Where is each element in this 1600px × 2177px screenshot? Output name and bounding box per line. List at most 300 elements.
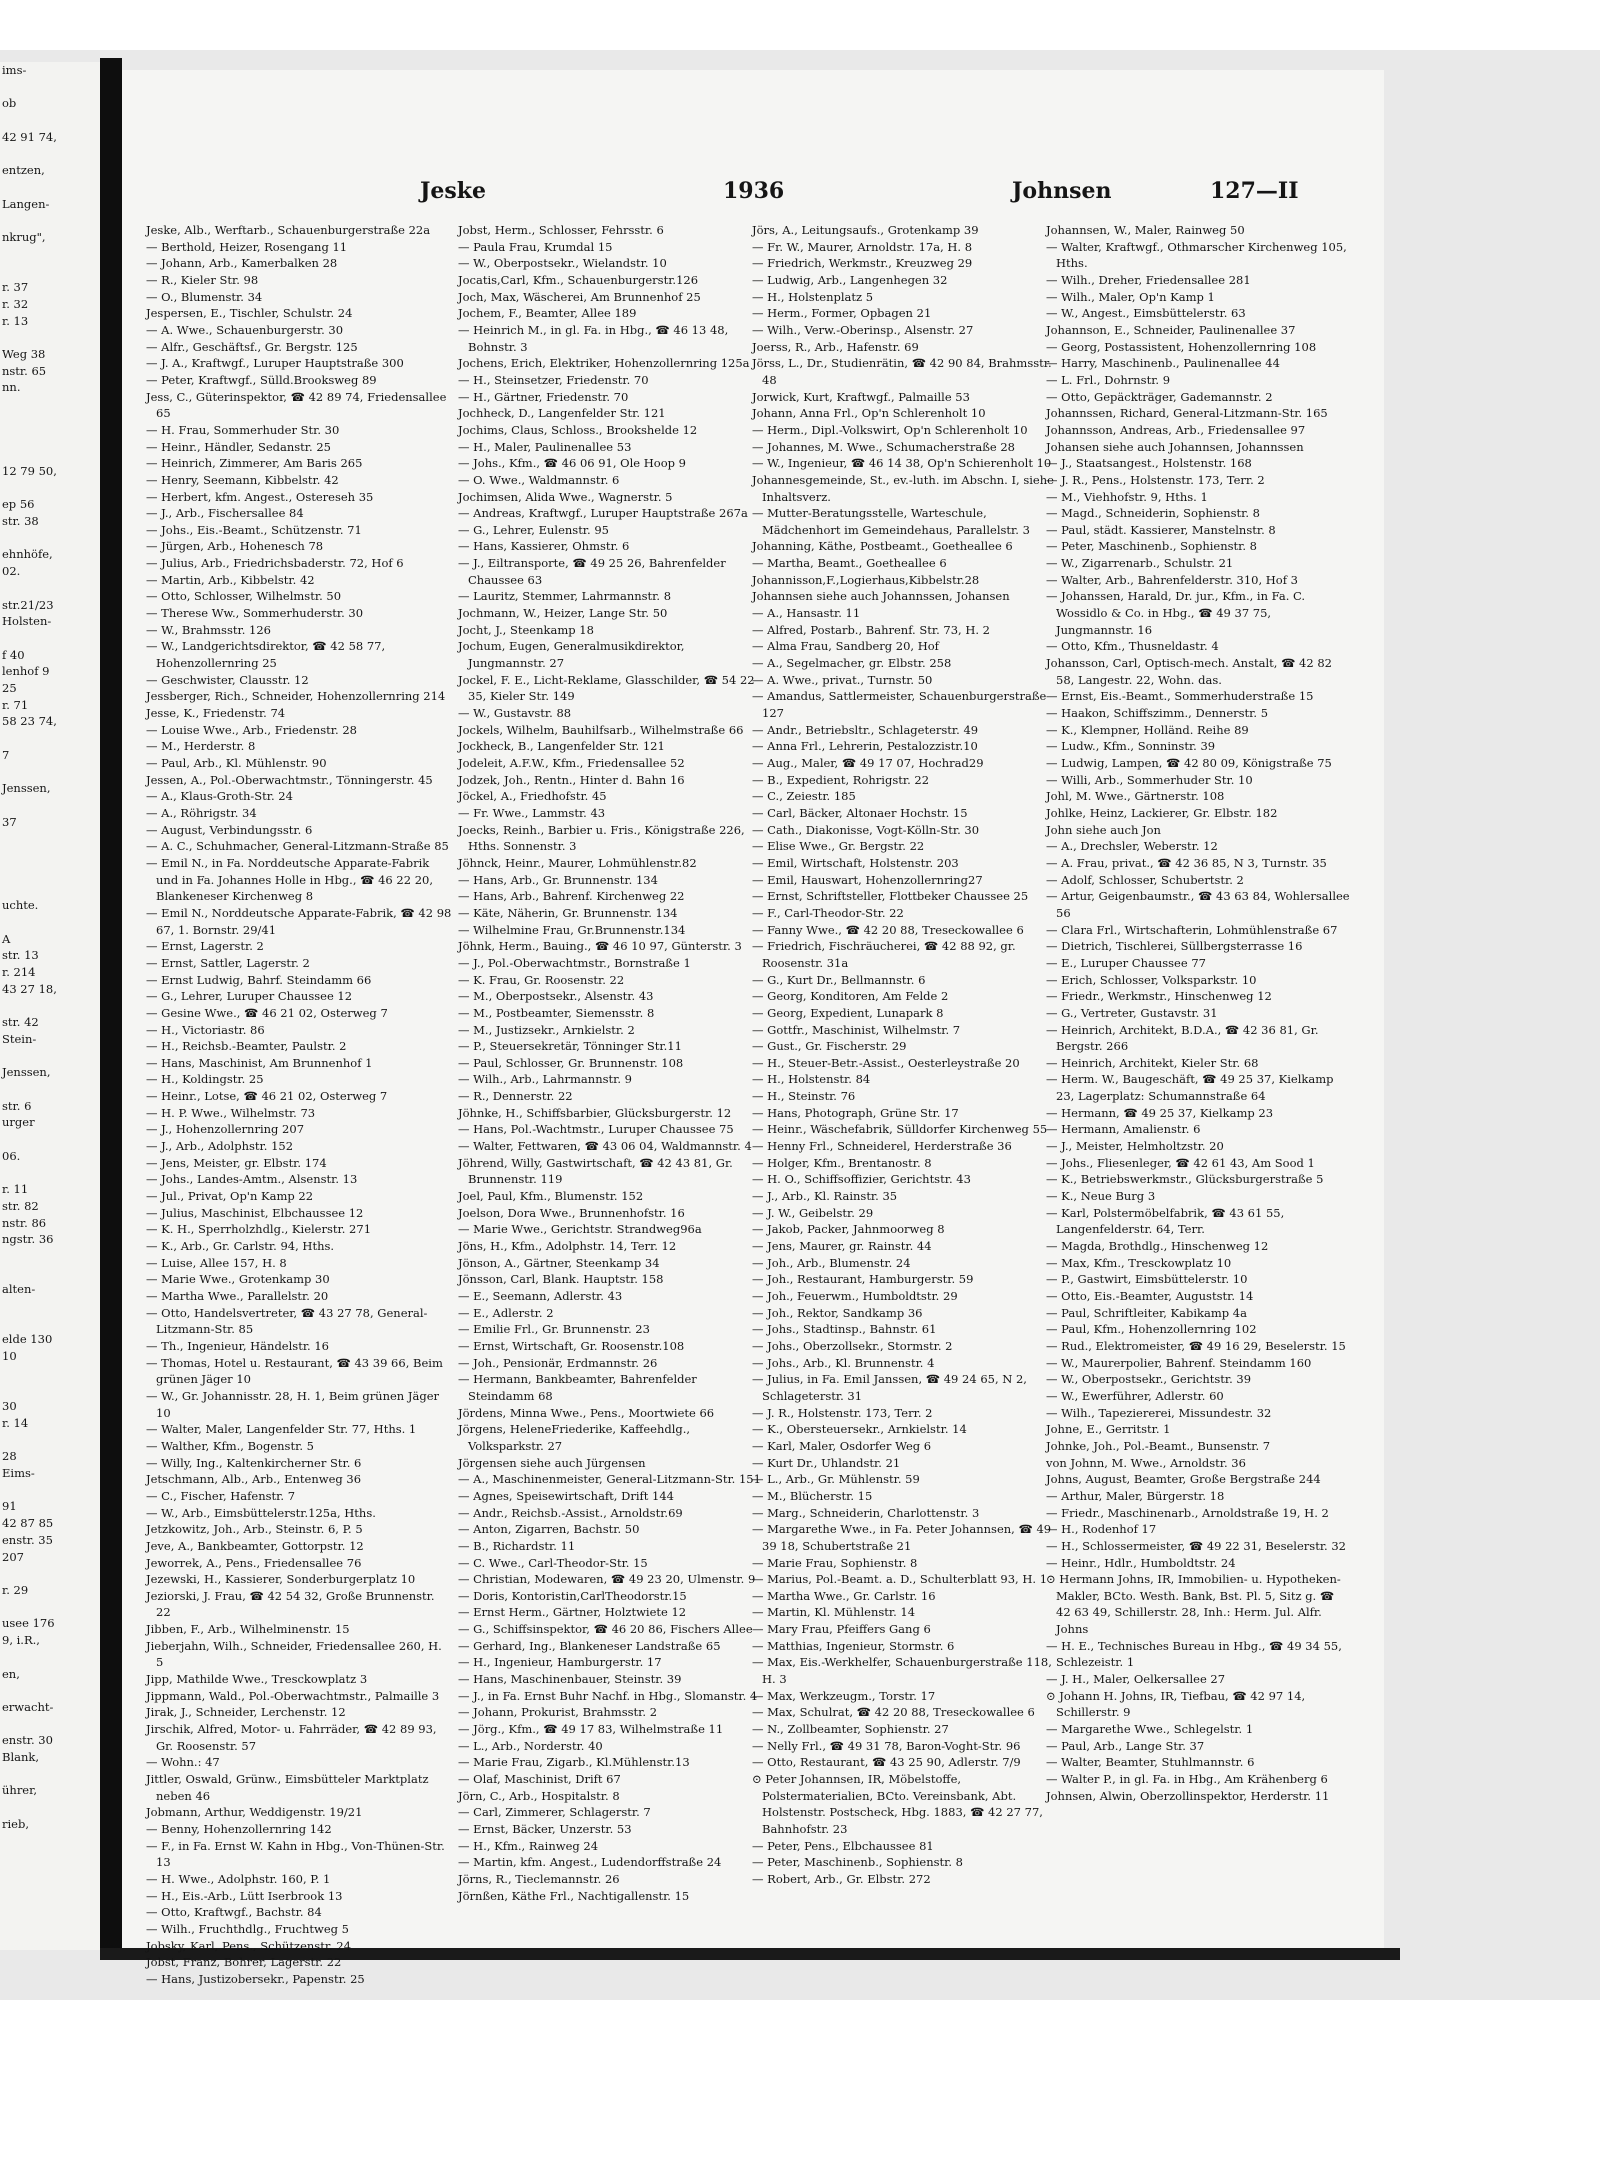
directory-entry: — Geschwister, Clausstr. 12 <box>146 672 309 687</box>
directory-entry: — O., Blumenstr. 34 <box>146 289 263 304</box>
margin-fragment: str. 38 <box>2 513 39 528</box>
margin-fragment <box>0 1047 100 1064</box>
directory-entry: — M., Justizsekr., Arnkielstr. 2 <box>458 1022 635 1037</box>
margin-fragment <box>0 79 100 96</box>
directory-entry: — Dietrich, Tischlerei, Süllbergsterrasse 16 <box>1046 939 1303 954</box>
margin-fragment: rieb, <box>2 1816 29 1831</box>
margin-fragment: str. 6 <box>2 1098 32 1113</box>
directory-entry: — J., Arb., Kl. Rainstr. 35 <box>752 1189 898 1204</box>
directory-entry: — A., Hansastr. 11 <box>752 606 861 621</box>
directory-entry: — Otto, Kraftwgf., Bachstr. 84 <box>146 1905 322 1920</box>
directory-entry: Jobsky, Karl, Pens., Schützenstr. 24 <box>146 1938 352 1953</box>
directory-entry: — G., Lehrer, Luruper Chaussee 12 <box>146 989 353 1004</box>
directory-entry: — Joh., Pensionär, Erdmannstr. 26 <box>458 1355 658 1370</box>
directory-entry: — Joh., Arb., Blumenstr. 24 <box>752 1255 911 1270</box>
directory-entry: — Johs., Landes-Amtm., Alsenstr. 13 <box>146 1172 358 1187</box>
margin-fragment <box>0 179 100 196</box>
directory-entry: — Andr., Betriebsltr., Schlageterstr. 49 <box>752 722 979 737</box>
directory-entry: Jobst, Franz, Bohrer, Lagerstr. 22 <box>146 1955 342 1970</box>
margin-fragment <box>0 730 100 747</box>
directory-entry: — Hermann, Bankbeamter, Bahrenfelder Steindamm 68 <box>458 1372 697 1403</box>
directory-entry: — W., Maurerpolier, Bahrenf. Steindamm 160 <box>1046 1355 1312 1370</box>
directory-entry: — Henny Frl., Schneiderel, Herderstraße 36 <box>752 1139 1012 1154</box>
margin-fragment: 7 <box>2 747 10 762</box>
directory-entry: — Heinr., Händler, Sedanstr. 25 <box>146 439 331 454</box>
directory-entry: — Karl, Polstermöbelfabrik, ☎ 43 61 55, Langenfelderstr. 64, Terr. <box>1046 1205 1285 1237</box>
directory-entry: — L. Frl., Dohrnstr. 9 <box>1046 372 1171 387</box>
margin-fragment: 43 27 18, <box>2 981 57 996</box>
directory-entry: Johanning, Käthe, Postbeamt., Goetheallee 6 <box>752 539 1013 554</box>
directory-entry: — August, Verbindungsstr. 6 <box>146 822 313 837</box>
directory-entry: Johannisson,F.,Logierhaus,Kibbelstr.28 <box>752 572 980 587</box>
directory-entry: — Paula Frau, Krumdal 15 <box>458 239 613 254</box>
directory-entry: — Margarethe Wwe., Schlegelstr. 1 <box>1046 1722 1254 1737</box>
directory-entry: Johannsson, Andreas, Arb., Friedensallee 97 <box>1046 422 1306 437</box>
directory-entry: Jezewski, H., Kassierer, Sonderburgerplatz 10 <box>146 1572 416 1587</box>
directory-entry: — J., Arb., Adolphstr. 152 <box>146 1139 294 1154</box>
directory-entry: — Ernst Ludwig, Bahrf. Steindamm 66 <box>146 972 372 987</box>
directory-entry: — J. R., Holstenstr. 173, Terr. 2 <box>752 1405 933 1420</box>
margin-fragment: 30 <box>2 1399 17 1414</box>
directory-entry: — Martha Wwe., Gr. Carlstr. 16 <box>752 1588 936 1603</box>
directory-entry: Jirak, J., Schneider, Lerchenstr. 12 <box>146 1705 346 1720</box>
directory-entry: — L., Arb., Norderstr. 40 <box>458 1738 603 1753</box>
margin-fragment <box>0 1565 100 1582</box>
directory-entry: — Paul, Schriftleiter, Kabikamp 4a <box>1046 1305 1247 1320</box>
directory-entry: — Walter, Beamter, Stuhlmannstr. 6 <box>1046 1755 1255 1770</box>
directory-entry: — Johs., Arb., Kl. Brunnenstr. 4 <box>752 1355 935 1370</box>
directory-entry: — Walter, Fettwaren, ☎ 43 06 04, Waldmannstr. 4 <box>458 1139 752 1154</box>
directory-entry: — Herm. W., Baugeschäft, ☎ 49 25 37, Kielkamp 23, Lagerplatz: Schumannstraße 64 <box>1046 1072 1334 1104</box>
margin-fragment <box>0 530 100 547</box>
directory-entry: Joch, Max, Wäscherei, Am Brunnenhof 25 <box>458 289 701 304</box>
margin-fragment <box>0 630 100 647</box>
directory-entry: Jöhnk, Herm., Bauing., ☎ 46 10 97, Günterstr. 3 <box>458 939 742 954</box>
directory-entry: — Marg., Schneiderin, Charlottenstr. 3 <box>752 1505 980 1520</box>
directory-entry: — Benny, Hohenzollernring 142 <box>146 1822 332 1836</box>
directory-entry: — Olaf, Maschinist, Drift 67 <box>458 1772 621 1787</box>
directory-entry: Johannesgemeinde, St., ev.-luth. im Abschn. I, siehe Inhaltsverz. <box>752 472 1054 504</box>
margin-fragment: str. 42 <box>2 1015 39 1030</box>
margin-fragment: 25 <box>2 681 17 696</box>
margin-fragment: nstr. 86 <box>2 1215 47 1230</box>
directory-column-3 <box>752 222 1058 1942</box>
margin-fragment: Jenssen, <box>2 781 51 796</box>
directory-entry: — Wilhelmine Frau, Gr.Brunnenstr.134 <box>458 922 686 937</box>
directory-column-2 <box>458 222 764 1942</box>
directory-entry: Jocatis,Carl, Kfm., Schauenburgerstr.126 <box>458 272 699 287</box>
directory-entry: Jobmann, Arthur, Weddigenstr. 19/21 <box>146 1805 363 1820</box>
directory-entry: — Aug., Maler, ☎ 49 17 07, Hochrad29 <box>752 756 984 770</box>
directory-entry: — J., Hohenzollernring 207 <box>146 1122 305 1137</box>
directory-entry: — Friedrich, Fischräucherei, ☎ 42 88 92, gr. Roosenstr. 31a <box>752 939 1016 970</box>
directory-entry: — Cath., Diakonisse, Vogt-Kölln-Str. 30 <box>752 822 980 837</box>
directory-entry: Jessen, A., Pol.-Oberwachtmstr., Tönningerstr. 45 <box>146 772 433 787</box>
margin-fragment: nn. <box>2 380 21 395</box>
directory-entry: — Magda, Brothdlg., Hinschenweg 12 <box>1046 1239 1269 1254</box>
binding-gutter <box>100 58 122 1958</box>
directory-entry: — Max, Werkzeugm., Torstr. 17 <box>752 1688 936 1703</box>
directory-entry: ⊙ Johann H. Johns, IR, Tiefbau, ☎ 42 97 14, Schillerstr. 9 <box>1046 1688 1306 1720</box>
directory-entry: Jeske, Alb., Werftarb., Schauenburgerstraße 22a <box>146 223 431 237</box>
margin-fragment: A <box>2 931 11 946</box>
directory-entry: — Ludw., Kfm., Sonninstr. 39 <box>1046 739 1216 754</box>
margin-fragment <box>0 1265 100 1282</box>
directory-entry: — Max, Kfm., Tresckowplatz 10 <box>1046 1255 1232 1270</box>
directory-entry: — P., Steuersekretär, Tönninger Str.11 <box>458 1039 682 1054</box>
margin-fragment: ims- <box>2 63 27 77</box>
directory-entry: — Willy, Ing., Kaltenkircherner Str. 6 <box>146 1455 362 1470</box>
directory-entry: — Otto, Handelsvertreter, ☎ 43 27 78, General-Litzmann-Str. 85 <box>146 1305 428 1337</box>
directory-entry: — Martha Wwe., Parallelstr. 20 <box>146 1289 329 1303</box>
directory-entry: — H., Gärtner, Friedenstr. 70 <box>458 389 629 404</box>
directory-entry: — W., Oberpostsekr., Wielandstr. 10 <box>458 256 667 271</box>
directory-entry: Johannssen, Richard, General-Litzmann-Str. 165 <box>1046 406 1328 421</box>
directory-entry: — P., Gastwirt, Eimsbüttelerstr. 10 <box>1046 1272 1248 1287</box>
directory-entry: — Adolf, Schlosser, Schubertstr. 2 <box>1046 872 1244 887</box>
directory-entry: — Jörg., Kfm., ☎ 49 17 83, Wilhelmstraße 11 <box>458 1722 724 1737</box>
directory-entry: — J. W., Geibelstr. 29 <box>752 1205 874 1220</box>
directory-entry: — Lauritz, Stemmer, Lahrmannstr. 8 <box>458 589 672 604</box>
directory-entry: — Herm., Dipl.-Volkswirt, Op'n Schlerenholt 10 <box>752 422 1028 437</box>
directory-entry: — Karl, Maler, Osdorfer Weg 6 <box>752 1438 932 1453</box>
directory-entry: — Otto, Eis.-Beamter, Auguststr. 14 <box>1046 1289 1254 1303</box>
directory-entry: Jönsson, Carl, Blank. Hauptstr. 158 <box>458 1272 664 1287</box>
margin-fragment <box>0 580 100 597</box>
directory-entry: — Georg, Postassistent, Hohenzollernring 108 <box>1046 339 1317 354</box>
directory-entry: — Emil N., in Fa. Norddeutsche Apparate-Fabrik und in Fa. Johannes Holle in Hbg., ☎ 46 22 20, Blankeneser Kirchenweg 8 <box>146 855 433 904</box>
directory-entry: — A. Frau, privat., ☎ 42 36 85, N 3, Turnstr. 35 <box>1046 855 1327 870</box>
directory-entry: Jittler, Oswald, Grünw., Eimsbütteler Marktplatz neben 46 <box>146 1772 429 1803</box>
directory-entry: Jorwick, Kurt, Kraftwgf., Palmaille 53 <box>752 389 970 404</box>
directory-entry: — Willi, Arb., Sommerhuder Str. 10 <box>1046 772 1253 787</box>
header-page-number: 127—II <box>1210 178 1299 204</box>
directory-entry: — Wilh., Maler, Op'n Kamp 1 <box>1046 289 1215 304</box>
margin-fragment: ep 56 <box>2 497 35 512</box>
directory-entry: — R., Kieler Str. 98 <box>146 272 259 287</box>
directory-entry: — Gerhard, Ing., Blankeneser Landstraße 65 <box>458 1638 721 1653</box>
margin-fragment: 12 79 50, <box>2 463 57 478</box>
directory-entry: — Th., Ingenieur, Händelstr. 16 <box>146 1338 329 1353</box>
directory-entry: — Jakob, Packer, Jahnmoorweg 8 <box>752 1222 945 1237</box>
directory-entry: — Berthold, Heizer, Rosengang 11 <box>146 239 348 254</box>
directory-entry: — Emilie Frl., Gr. Brunnenstr. 23 <box>458 1322 650 1337</box>
margin-fragment <box>0 446 100 463</box>
margin-fragment <box>0 864 100 881</box>
margin-fragment: uchte. <box>2 898 39 913</box>
margin-fragment: r. 214 <box>2 964 36 979</box>
directory-entry: — Hans, Kassierer, Ohmstr. 6 <box>458 539 630 554</box>
margin-fragment <box>0 112 100 129</box>
directory-entry: — Arthur, Maler, Bürgerstr. 18 <box>1046 1488 1225 1503</box>
directory-entry: Jördens, Minna Wwe., Pens., Moortwiete 66 <box>458 1405 715 1420</box>
directory-entry: Jöhnke, H., Schiffsbarbier, Glücksburgerstr. 12 <box>458 1105 732 1120</box>
directory-entry: — W., Ingenieur, ☎ 46 14 38, Op'n Schierenholt 10 <box>752 456 1052 471</box>
directory-entry: — H. P. Wwe., Wilhelmstr. 73 <box>146 1105 316 1120</box>
directory-entry: — H., Rodenhof 17 <box>1046 1522 1157 1537</box>
margin-fragment: nkrug", <box>2 230 46 245</box>
directory-entry: — M., Oberpostsekr., Alsenstr. 43 <box>458 989 654 1004</box>
directory-entry: — W., Gr. Johannisstr. 28, H. 1, Beim grünen Jäger 10 <box>146 1388 439 1420</box>
margin-fragment: 9, i.R., <box>2 1633 40 1648</box>
margin-fragment <box>0 1682 100 1699</box>
directory-entry: Jörgensen siehe auch Jürgensen <box>458 1455 646 1470</box>
margin-fragment: erwacht- <box>2 1699 54 1714</box>
directory-entry: — M., Viehhofstr. 9, Hths. 1 <box>1046 489 1208 504</box>
directory-entry: — Jens, Meister, gr. Elbstr. 174 <box>146 1155 327 1170</box>
directory-entry: — Walter, Maler, Langenfelder Str. 77, Hths. 1 <box>146 1422 417 1437</box>
directory-entry: — Alfred, Postarb., Bahrenf. Str. 73, H. 2 <box>752 622 990 637</box>
margin-fragment <box>0 1382 100 1399</box>
directory-entry: — C., Zeiestr. 185 <box>752 789 856 804</box>
directory-entry: Jöckel, A., Friedhofstr. 45 <box>458 789 607 804</box>
directory-entry: — H. E., Technisches Bureau in Hbg., ☎ 49 34 55, Schlezeistr. 1 <box>1046 1638 1342 1670</box>
directory-entry: — Robert, Arb., Gr. Elbstr. 272 <box>752 1871 931 1886</box>
directory-entry: — Max, Schulrat, ☎ 42 20 88, Treseckowallee 6 <box>752 1705 1035 1720</box>
margin-fragment <box>0 146 100 163</box>
directory-entry: — Emil N., Norddeutsche Apparate-Fabrik, ☎ 42 98 67, 1. Bornstr. 29/41 <box>146 905 452 937</box>
directory-entry: — Anton, Zigarren, Bachstr. 50 <box>458 1522 640 1537</box>
directory-entry: Johns, August, Beamter, Große Bergstraße 244 <box>1046 1472 1321 1487</box>
directory-entry: — A., Maschinenmeister, General-Litzmann-Str. 151 <box>458 1472 761 1487</box>
directory-entry: — W., Zigarrenarb., Schulstr. 21 <box>1046 556 1234 571</box>
margin-fragment <box>0 1599 100 1616</box>
directory-entry: — A. C., Schuhmacher, General-Litzmann-Straße 85 <box>146 839 449 854</box>
directory-entry: — Andreas, Kraftwgf., Luruper Hauptstraße 267a <box>458 506 748 521</box>
directory-entry: — H., Eis.-Arb., Lütt Iserbrook 13 <box>146 1888 343 1903</box>
directory-entry: Jönson, A., Gärtner, Steenkamp 34 <box>458 1255 660 1270</box>
margin-fragment: ngstr. 36 <box>2 1232 54 1247</box>
directory-entry: — Ludwig, Lampen, ☎ 42 80 09, Königstraße 75 <box>1046 756 1332 770</box>
margin-fragment: 02. <box>2 564 21 579</box>
directory-entry: — W., Landgerichtsdirektor, ☎ 42 58 77, Hohenzollernring 25 <box>146 639 386 671</box>
directory-entry: — W., Oberpostsekr., Gerichtstr. 39 <box>1046 1372 1252 1387</box>
directory-entry: — K., Obersteuersekr., Arnkielstr. 14 <box>752 1422 967 1437</box>
margin-fragment <box>0 1432 100 1449</box>
margin-fragment <box>0 212 100 229</box>
directory-entry: — Wilh., Arb., Lahrmannstr. 9 <box>458 1072 632 1087</box>
directory-entry: — Amandus, Sattlermeister, Schauenburgerstraße 127 <box>752 689 1047 721</box>
directory-entry: — Otto, Kfm., Thusneldastr. 4 <box>1046 639 1219 654</box>
directory-entry: — Otto, Gepäckträger, Gademannstr. 2 <box>1046 389 1273 404</box>
header-left-keyword: Jeske <box>420 178 487 204</box>
directory-entry: — Heinrich M., in gl. Fa. in Hbg., ☎ 46 13 48, Bohnstr. 3 <box>458 322 729 354</box>
margin-fragment: en, <box>2 1666 20 1681</box>
directory-entry: — Ludwig, Arb., Langenhegen 32 <box>752 272 948 287</box>
directory-entry: — A., Drechsler, Weberstr. 12 <box>1046 839 1218 854</box>
directory-entry: Jippmann, Wald., Pol.-Oberwachtmstr., Palmaille 3 <box>146 1688 440 1703</box>
directory-entry: Jess, C., Güterinspektor, ☎ 42 89 74, Friedensallee 65 <box>146 389 447 421</box>
directory-entry: — J., in Fa. Ernst Buhr Nachf. in Hbg., Slomanstr. 4 <box>458 1688 758 1703</box>
directory-entry: — Paul, Schlosser, Gr. Brunnenstr. 108 <box>458 1055 684 1070</box>
directory-entry: — Harry, Maschinenb., Paulinenallee 44 <box>1046 356 1280 371</box>
margin-fragment: Holsten- <box>2 614 52 629</box>
margin-fragment <box>0 847 100 864</box>
directory-entry: — Wohn.: 47 <box>146 1755 220 1770</box>
directory-entry: — Ernst Herm., Gärtner, Holztwiete 12 <box>458 1605 687 1620</box>
directory-entry: — H. Wwe., Adolphstr. 160, P. 1 <box>146 1871 331 1886</box>
margin-fragment: 207 <box>2 1549 24 1564</box>
margin-fragment <box>0 1315 100 1332</box>
directory-entry: — Hans, Maschinist, Am Brunnenhof 1 <box>146 1055 373 1070</box>
directory-entry: — Joh., Feuerwm., Humboldtstr. 29 <box>752 1289 958 1303</box>
directory-entry: — A., Segelmacher, gr. Elbstr. 258 <box>752 656 952 671</box>
directory-entry: — Fr. Wwe., Lammstr. 43 <box>458 805 606 820</box>
directory-entry: — H., Holstenstr. 84 <box>752 1072 871 1087</box>
directory-entry: — C. Wwe., Carl-Theodor-Str. 15 <box>458 1555 648 1570</box>
directory-entry: Jochmann, W., Heizer, Lange Str. 50 <box>458 606 668 621</box>
margin-fragment: Langen- <box>2 196 50 211</box>
directory-entry: — M., Blücherstr. 15 <box>752 1488 873 1503</box>
margin-fragment: 42 91 74, <box>2 129 57 144</box>
directory-entry: — W., Arb., Eimsbüttelerstr.125a, Hths. <box>146 1505 376 1520</box>
margin-fragment: f 40 <box>2 647 25 662</box>
directory-entry: — Paul, Kfm., Hohenzollernring 102 <box>1046 1322 1257 1337</box>
margin-fragment <box>0 1766 100 1783</box>
directory-entry: — Walter, Kraftwgf., Othmarscher Kirchenweg 105, Hths. <box>1046 239 1347 271</box>
directory-entry: — H., Kfm., Rainweg 24 <box>458 1838 599 1853</box>
directory-column-1 <box>146 222 452 1986</box>
directory-entry: — Ernst, Wirtschaft, Gr. Roosenstr.108 <box>458 1338 685 1353</box>
directory-entry: — Walter, Arb., Bahrenfelderstr. 310, Hof 3 <box>1046 572 1298 587</box>
directory-entry: — Hans, Arb., Bahrenf. Kirchenweg 22 <box>458 889 685 904</box>
margin-fragment: Blank, <box>2 1750 40 1765</box>
margin-fragment: r. 11 <box>2 1182 29 1197</box>
margin-fragment <box>0 1799 100 1816</box>
directory-entry: — H., Maler, Paulinenallee 53 <box>458 439 632 454</box>
directory-entry: Jochum, Eugen, Generalmusikdirektor, Jungmannstr. 27 <box>458 639 685 671</box>
directory-entry: — Clara Frl., Wirtschafterin, Lohmühlenstraße 67 <box>1046 922 1338 937</box>
directory-entry: Jockels, Wilhelm, Bauhilfsarb., Wilhelmstraße 66 <box>458 722 744 737</box>
directory-entry: Jöns, H., Kfm., Adolphstr. 14, Terr. 12 <box>458 1239 677 1254</box>
directory-entry: Joecks, Reinh., Barbier u. Fris., Königstraße 226, Hths. Sonnenstr. 3 <box>458 822 745 854</box>
margin-fragment <box>0 1298 100 1315</box>
directory-entry: Jibben, F., Arb., Wilhelminenstr. 15 <box>146 1622 350 1637</box>
directory-entry: Jörn, C., Arb., Hospitalstr. 8 <box>458 1788 620 1803</box>
margin-fragment: entzen, <box>2 163 45 178</box>
directory-entry: Jockheck, B., Langenfelder Str. 121 <box>458 739 665 754</box>
margin-fragment <box>0 1716 100 1733</box>
margin-fragment: enstr. 30 <box>2 1733 53 1748</box>
directory-entry: Johannson, E., Schneider, Paulinenallee 37 <box>1046 322 1296 337</box>
directory-entry: Joerss, R., Arb., Hafenstr. 69 <box>752 339 919 354</box>
directory-entry: — Heinr., Wäschefabrik, Sülldorfer Kirchenweg 55 <box>752 1122 1048 1137</box>
directory-entry: John siehe auch Jon <box>1046 822 1161 837</box>
directory-entry: — Fr. W., Maurer, Arnoldstr. 17a, H. 8 <box>752 239 973 254</box>
directory-entry: — Heinr., Lotse, ☎ 46 21 02, Osterweg 7 <box>146 1089 388 1104</box>
directory-entry: — Ernst, Schriftsteller, Flottbeker Chaussee 25 <box>752 889 1029 904</box>
directory-entry: — Doris, Kontoristin,CarlTheodorstr.15 <box>458 1588 687 1603</box>
directory-entry: Johannsen, W., Maler, Rainweg 50 <box>1046 223 1245 237</box>
directory-entry: — J., Arb., Fischersallee 84 <box>146 506 304 521</box>
margin-fragment <box>0 1131 100 1148</box>
directory-entry: — H. Frau, Sommerhuder Str. 30 <box>146 422 340 437</box>
margin-fragment: Jenssen, <box>2 1065 51 1080</box>
directory-entry: — Emil, Wirtschaft, Holstenstr. 203 <box>752 855 959 870</box>
margin-fragment: 42 87 85 <box>2 1516 54 1531</box>
directory-entry: — A., Röhrigstr. 34 <box>146 805 257 820</box>
directory-entry: Jochheck, D., Langenfelder Str. 121 <box>458 406 666 421</box>
directory-entry: — G., Vertreter, Gustavstr. 31 <box>1046 1005 1218 1020</box>
directory-entry: — Johanssen, Harald, Dr. jur., Kfm., in Fa. C. Wossidlo & Co. in Hbg., ☎ 49 37 75, Jungmannstr. 16 <box>1046 589 1306 637</box>
directory-entry: — Käte, Näherin, Gr. Brunnenstr. 134 <box>458 905 678 920</box>
directory-entry: — Hans, Pol.-Wachtmstr., Luruper Chaussee 75 <box>458 1122 734 1137</box>
directory-entry: Jochims, Claus, Schloss., Brookshelde 12 <box>458 422 698 437</box>
directory-entry: — H., Steuer-Betr.-Assist., Oesterleystraße 20 <box>752 1055 1020 1070</box>
directory-entry: — Thomas, Hotel u. Restaurant, ☎ 43 39 66, Beim grünen Jäger 10 <box>146 1355 443 1387</box>
margin-fragment: str. 13 <box>2 948 39 963</box>
directory-entry: — M., Herderstr. 8 <box>146 739 256 754</box>
directory-entry: — J., Pol.-Oberwachtmstr., Bornstraße 1 <box>458 955 691 970</box>
directory-entry: — Mutter-Beratungsstelle, Warteschule, Mädchenhort im Gemeindehaus, Parallelstr. 3 <box>752 506 1030 537</box>
directory-entry: — Carl, Zimmerer, Schlagerstr. 7 <box>458 1805 651 1820</box>
directory-entry: Joelson, Dora Wwe., Brunnenhofstr. 16 <box>458 1205 685 1220</box>
directory-entry: Jespersen, E., Tischler, Schulstr. 24 <box>146 306 353 321</box>
directory-entry: — Julius, in Fa. Emil Janssen, ☎ 49 24 65, N 2, Schlageterstr. 31 <box>752 1372 1027 1403</box>
header-year: 1936 <box>723 178 785 204</box>
directory-entry: — Walther, Kfm., Bogenstr. 5 <box>146 1438 314 1453</box>
directory-entry: — Gottfr., Maschinist, Wilhelmstr. 7 <box>752 1022 961 1037</box>
directory-entry: — H., Koldingstr. 25 <box>146 1072 264 1087</box>
directory-entry: — Peter, Maschinenb., Sophienstr. 8 <box>752 1855 964 1870</box>
directory-entry: — K., Klempner, Holländ. Reihe 89 <box>1046 722 1249 737</box>
directory-entry: — A. Wwe., Schauenburgerstr. 30 <box>146 322 344 337</box>
directory-entry: — Friedr., Maschinenarb., Arnoldstraße 19, H. 2 <box>1046 1505 1329 1520</box>
directory-entry: — Emil, Hauswart, Hohenzollernring27 <box>752 872 983 887</box>
directory-entry: — Friedrich, Werkmstr., Kreuzweg 29 <box>752 256 973 271</box>
previous-page-edge <box>0 62 100 1950</box>
directory-entry: Jetzkowitz, Joh., Arb., Steinstr. 6, P. 5 <box>146 1522 363 1537</box>
directory-entry: — Hermann, Amalienstr. 6 <box>1046 1122 1201 1137</box>
directory-entry: — Elise Wwe., Gr. Bergstr. 22 <box>752 839 925 854</box>
directory-entry: — Hans, Maschinenbauer, Steinstr. 39 <box>458 1672 682 1687</box>
margin-fragment <box>0 396 100 413</box>
directory-entry: — K. Frau, Gr. Roosenstr. 22 <box>458 972 625 987</box>
directory-entry: — Johs., Fliesenleger, ☎ 42 61 43, Am Sood 1 <box>1046 1155 1315 1170</box>
directory-entry: — Ernst, Lagerstr. 2 <box>146 939 264 954</box>
directory-entry: — H., Victoriastr. 86 <box>146 1022 265 1037</box>
directory-entry: — Julius, Arb., Friedrichsbaderstr. 72, Hof 6 <box>146 556 404 571</box>
directory-entry: Jörns, R., Tieclemannstr. 26 <box>458 1871 620 1886</box>
directory-entry: — A. Wwe., privat., Turnstr. 50 <box>752 672 933 687</box>
directory-entry: — Fanny Wwe., ☎ 42 20 88, Treseckowallee 6 <box>752 922 1024 937</box>
margin-fragment: ührer, <box>2 1783 38 1798</box>
directory-entry: Jipp, Mathilde Wwe., Tresckowplatz 3 <box>146 1672 368 1687</box>
margin-fragment: r. 29 <box>2 1582 29 1597</box>
margin-fragment <box>0 429 100 446</box>
directory-entry: Jetschmann, Alb., Arb., Entenweg 36 <box>146 1472 362 1487</box>
directory-entry: ⊙ Peter Johannsen, IR, Möbelstoffe, Polstermaterialien, BCto. Vereinsbank, Abt. Holstenstr. Postscheck, Hbg. 1883, ☎ 42 27 77, Bahnhofstr. 23 <box>752 1772 1043 1836</box>
directory-entry: — Johann, Prokurist, Brahmsstr. 2 <box>458 1705 658 1720</box>
directory-entry: — Johs., Oberzollsekr., Stormstr. 2 <box>752 1338 953 1353</box>
directory-entry: — Heinr., Hdlr., Humboldtstr. 24 <box>1046 1555 1236 1570</box>
margin-fragment: 28 <box>2 1449 17 1464</box>
directory-entry: — Herbert, kfm. Angest., Ostereseh 35 <box>146 489 374 504</box>
margin-fragment: ob <box>2 96 17 111</box>
directory-entry: — C., Fischer, Hafenstr. 7 <box>146 1488 296 1503</box>
directory-entry: — H., Holstenplatz 5 <box>752 289 874 304</box>
directory-entry: Johannsen siehe auch Johannssen, Johansen <box>752 589 1010 604</box>
directory-entry: — Gesine Wwe., ☎ 46 21 02, Osterweg 7 <box>146 1005 388 1020</box>
directory-entry: — Joh., Restaurant, Hamburgerstr. 59 <box>752 1272 974 1287</box>
margin-fragment <box>0 914 100 931</box>
directory-entry: — Hans, Photograph, Grüne Str. 17 <box>752 1105 959 1120</box>
directory-entry: Jochens, Erich, Elektriker, Hohenzollernring 125a <box>458 356 750 371</box>
directory-entry: — Marie Frau, Zigarb., Kl.Mühlenstr.13 <box>458 1755 690 1770</box>
directory-entry: Johann, Anna Frl., Op'n Schlerenholt 10 <box>752 406 986 421</box>
directory-entry: — H., Steinstr. 76 <box>752 1089 856 1104</box>
directory-entry: — Kurt Dr., Uhlandstr. 21 <box>752 1455 901 1470</box>
